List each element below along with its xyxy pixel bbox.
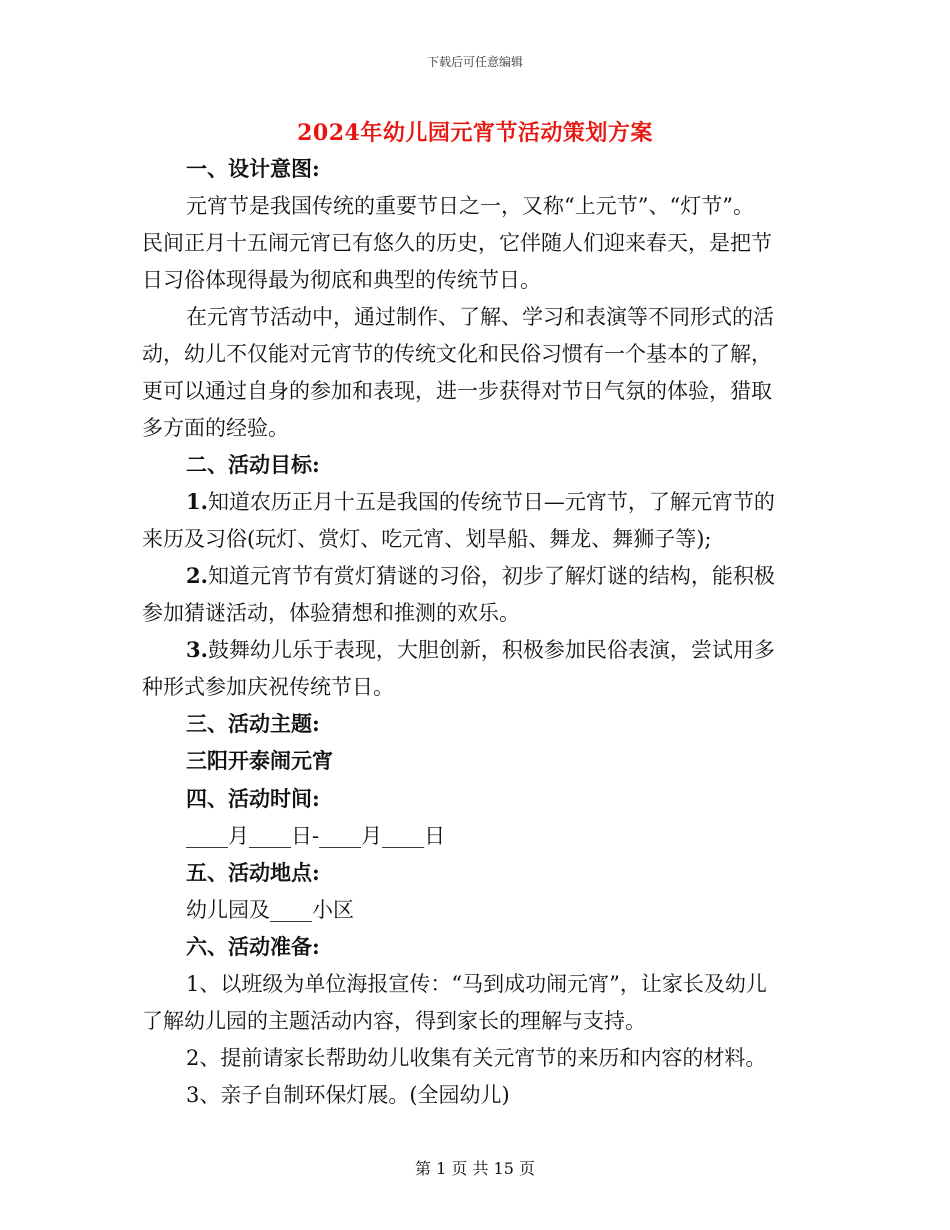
goal-item-1-cont: 来历及习俗(玩灯、赏灯、吃元宵、划旱船、舞龙、舞狮子等); bbox=[142, 527, 712, 551]
paragraph-line: 动，幼儿不仅能对元宵节的传统文化和民俗习惯有一个基本的了解， bbox=[142, 342, 772, 366]
goal-item-2-cont: 参加猜谜活动，体验猜想和推测的欢乐。 bbox=[142, 601, 520, 625]
document-title: 2024年幼儿园元宵节活动策划方案 bbox=[297, 120, 653, 146]
activity-theme: 三阳开泰闹元宵 bbox=[186, 748, 333, 773]
goal-text: 知道农历正月十五是我国的传统节日—元宵节，了解元宵节的 bbox=[207, 490, 775, 514]
goal-number: 3. bbox=[186, 637, 208, 662]
goal-text: 鼓舞幼儿乐于表现，大胆创新，积极参加民俗表演，尝试用多 bbox=[207, 638, 775, 662]
prep-item-2: 2、提前请家长帮助幼儿收集有关元宵节的来历和内容的材料。 bbox=[186, 1046, 767, 1070]
paragraph-line: 元宵节是我国传统的重要节日之一，又称“上元节”、“灯节”。 bbox=[186, 194, 754, 218]
section-heading-activity-place: 五、活动地点: bbox=[186, 860, 320, 885]
section-heading-activity-goals: 二、活动目标: bbox=[186, 452, 320, 477]
section-heading-activity-time: 四、活动时间: bbox=[186, 786, 320, 811]
paragraph-line: 日习俗体现得最为彻底和典型的传统节日。 bbox=[142, 268, 541, 292]
prep-item-3: 3、亲子自制环保灯展。(全园幼儿) bbox=[186, 1083, 510, 1107]
paragraph-line: 更可以通过自身的参加和表现，进一步获得对节日气氛的体验，猎取 bbox=[142, 379, 772, 403]
paragraph-line: 民间正月十五闹元宵已有悠久的历史，它伴随人们迎来春天，是把节 bbox=[142, 231, 772, 255]
header-note: 下载后可任意编辑 bbox=[426, 55, 523, 69]
activity-place: 幼儿园及____小区 bbox=[186, 898, 354, 922]
section-heading-activity-theme: 三、活动主题: bbox=[186, 711, 320, 736]
goal-number: 2. bbox=[186, 563, 208, 588]
prep-item-1-cont: 了解幼儿园的主题活动内容，得到家长的理解与支持。 bbox=[142, 1009, 646, 1033]
section-heading-design-intent: 一、设计意图: bbox=[186, 156, 320, 181]
activity-time: ____月____日-____月____日 bbox=[186, 824, 446, 848]
paragraph-line: 多方面的经验。 bbox=[142, 416, 289, 440]
goal-item-3-cont: 种形式参加庆祝传统节日。 bbox=[142, 675, 394, 699]
goal-item-2 bbox=[186, 563, 775, 589]
goal-text: 知道元宵节有赏灯猜谜的习俗，初步了解灯谜的结构，能积极 bbox=[207, 564, 775, 588]
section-heading-activity-prep: 六、活动准备: bbox=[186, 934, 320, 959]
page-footer: 第 1 页 共 15 页 bbox=[415, 1159, 535, 1178]
paragraph-line: 在元宵节活动中，通过制作、了解、学习和表演等不同形式的活 bbox=[186, 305, 774, 329]
goal-item-1 bbox=[186, 489, 775, 515]
prep-item-1: 1、以班级为单位海报宣传：“马到成功闹元宵”，让家长及幼儿 bbox=[186, 972, 767, 996]
goal-number: 1. bbox=[186, 489, 208, 514]
goal-item-3 bbox=[186, 637, 775, 663]
